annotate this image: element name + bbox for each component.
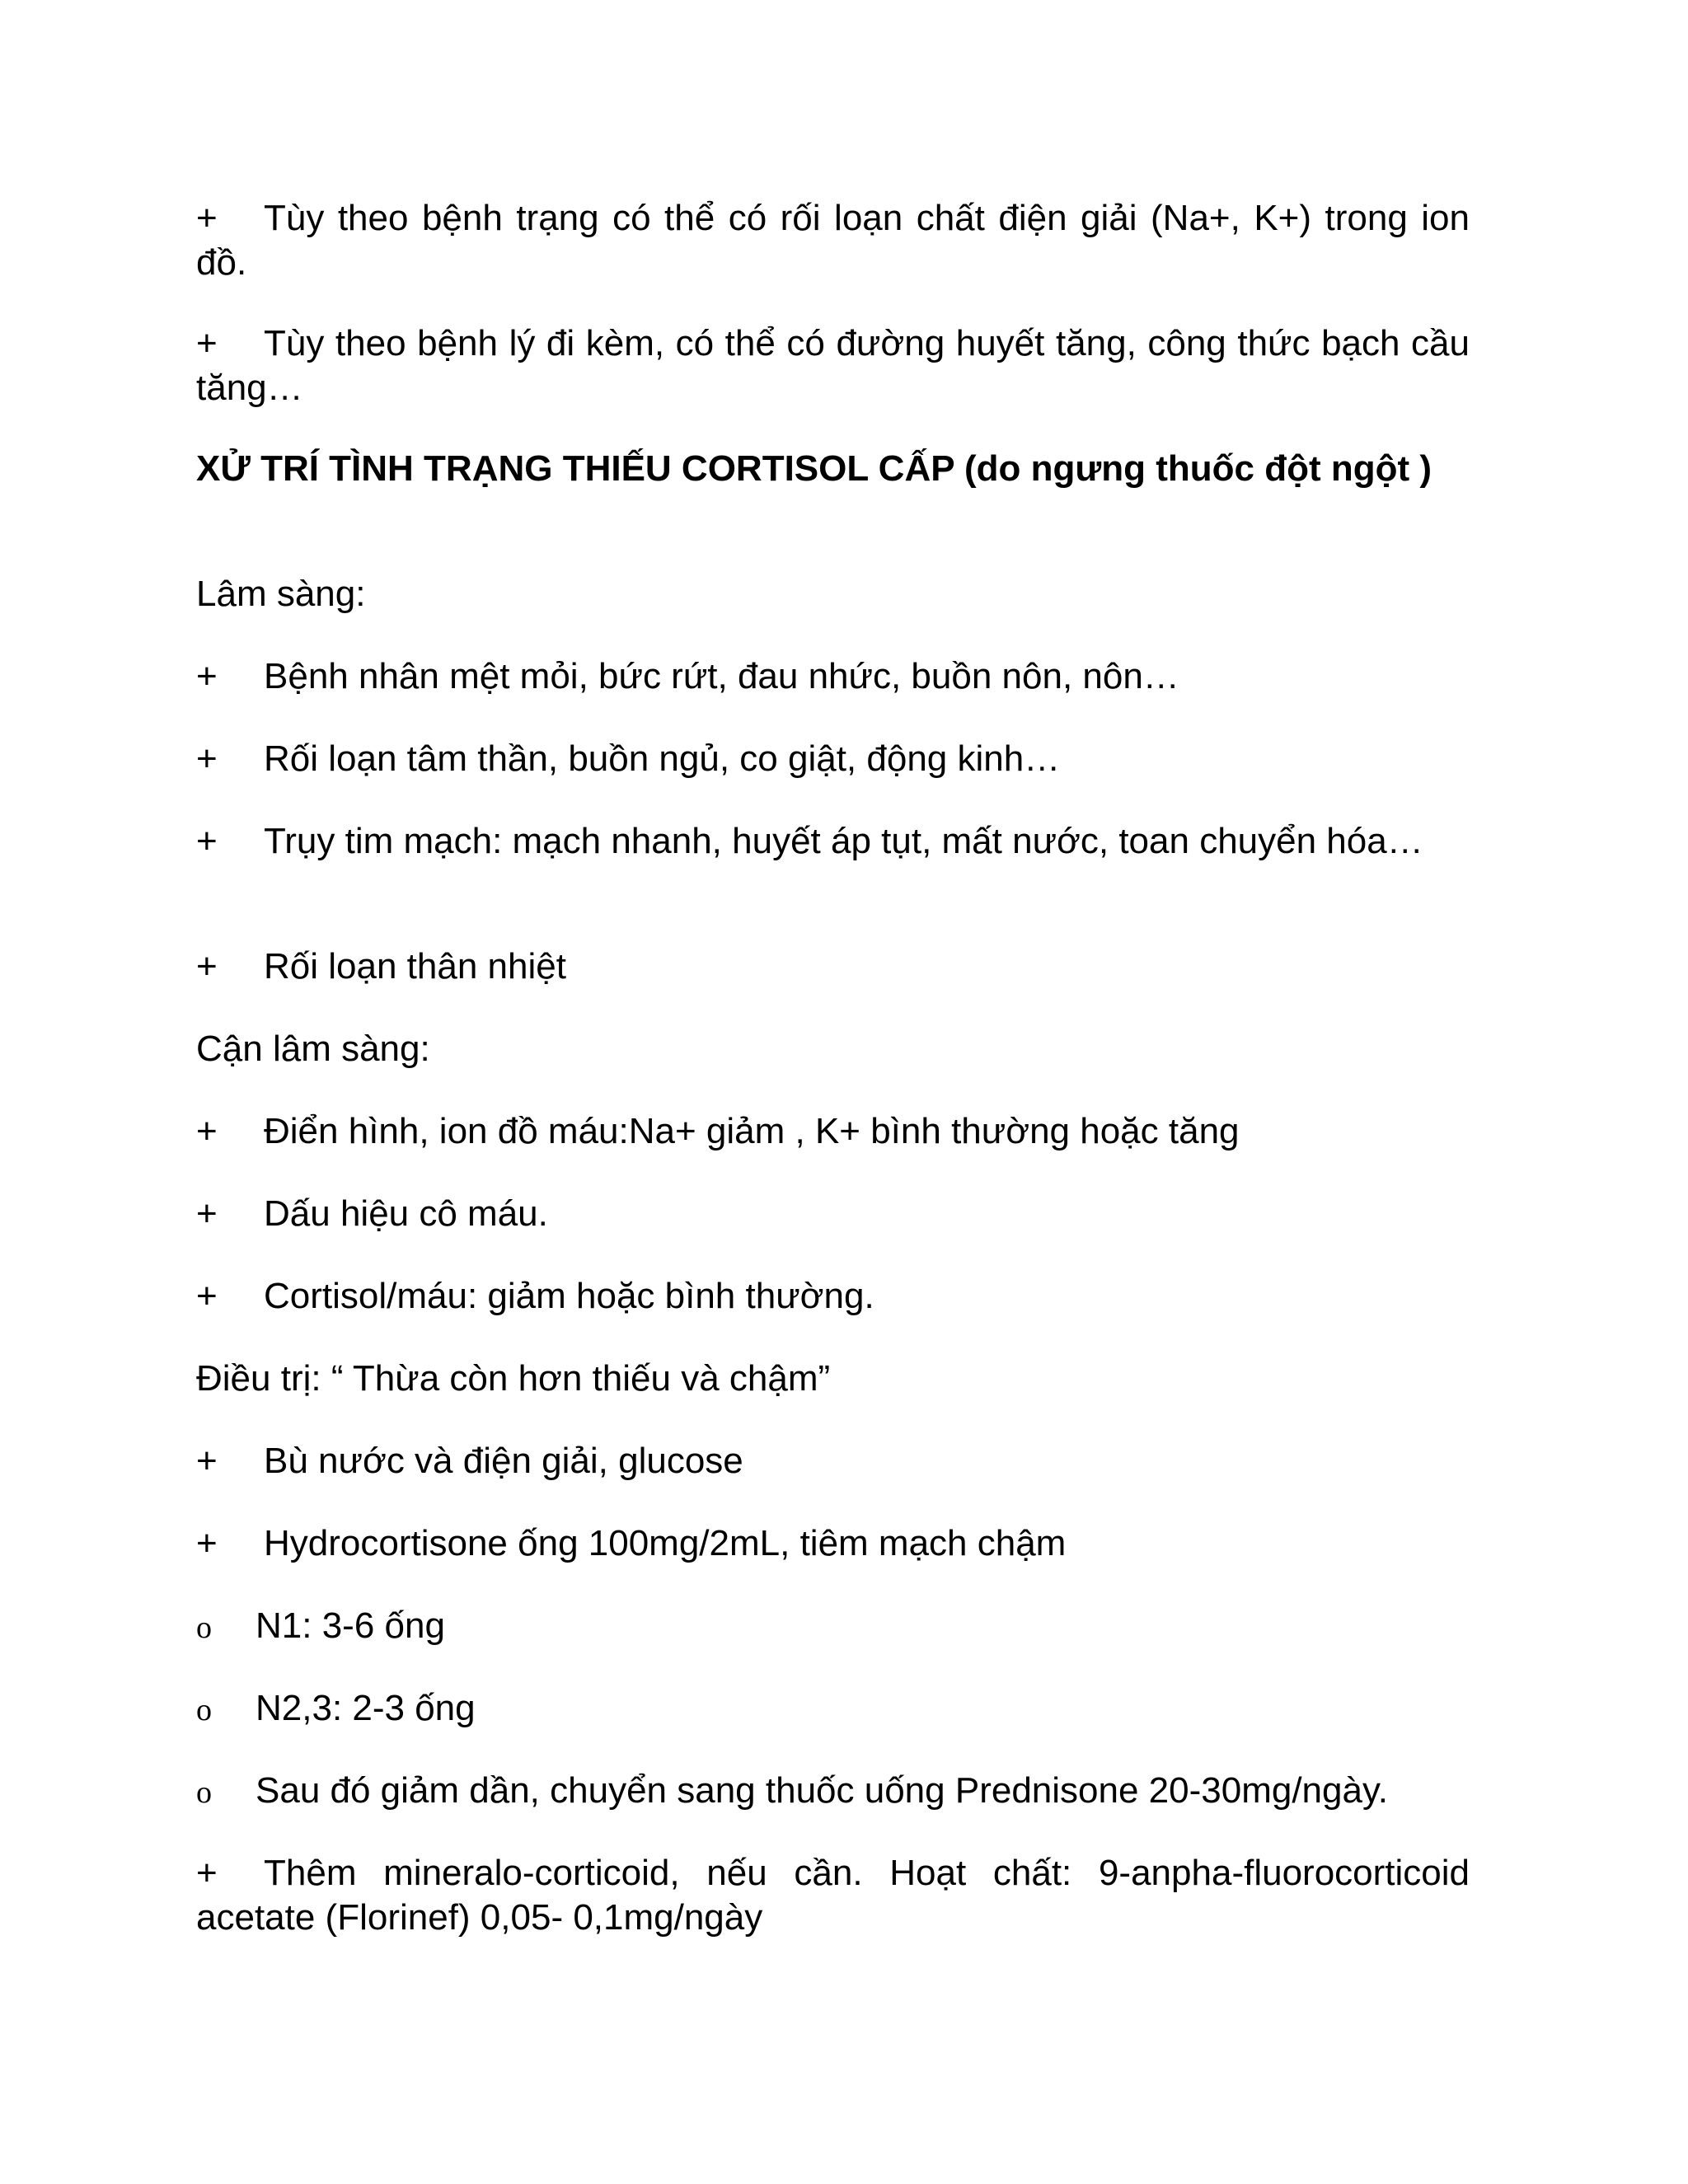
bullet-marker: + bbox=[196, 323, 218, 363]
bullet-item-cardiovascular bbox=[196, 819, 1470, 864]
bullet-item-temperature bbox=[196, 944, 1470, 989]
sub-bullet-marker: o bbox=[196, 1775, 212, 1810]
bullet-marker: + bbox=[196, 198, 218, 238]
bullet-item-electrolytes bbox=[196, 196, 1470, 285]
sub-bullet-marker: o bbox=[196, 1610, 212, 1645]
bullet-text: Rối loạn tâm thần, buồn ngủ, co giật, động kinh… bbox=[264, 738, 1061, 779]
subheading-paraclinical: Cận lâm sàng: bbox=[196, 1029, 430, 1069]
bullet-marker: + bbox=[196, 1523, 218, 1563]
bullet-item-mineralocorticoid bbox=[196, 1851, 1470, 1940]
bullet-text: Cortisol/máu: giảm hoặc bình thường. bbox=[264, 1276, 874, 1316]
bullet-marker: + bbox=[196, 1441, 218, 1481]
bullet-text: Dấu hiệu cô máu. bbox=[264, 1193, 548, 1234]
bullet-text: Tùy theo bệnh trạng có thể có rối loạn chất điện giải (Na+, K+) trong ion đồ. bbox=[196, 198, 1470, 283]
bullet-text: Bệnh nhân mệt mỏi, bức rứt, đau nhức, buồn nôn, nôn… bbox=[264, 656, 1179, 696]
bullet-marker: + bbox=[196, 656, 218, 696]
bullet-text: Tùy theo bệnh lý đi kèm, có thể có đường huyết tăng, công thức bạch cầu tăng… bbox=[196, 323, 1470, 408]
bullet-marker: + bbox=[196, 1111, 218, 1151]
bullet-item-ion-chart bbox=[196, 1109, 1470, 1154]
subheading-clinical: Lâm sàng: bbox=[196, 574, 366, 614]
sub-bullet-marker: o bbox=[196, 1693, 212, 1727]
bullet-item-fatigue bbox=[196, 654, 1470, 699]
section-heading: XỬ TRÍ TÌNH TRẠNG THIẾU CORTISOL CẤP (do ngưng thuốc đột ngột ) bbox=[196, 448, 1432, 489]
bullet-text: Thêm mineralo-corticoid, nếu cần. Hoạt chất: 9-anpha-fluorocorticoid acetate (Florinef) 0,05- 0,1mg/ngày bbox=[196, 1853, 1470, 1938]
subheading-treatment: Điều trị: “ Thừa còn hơn thiếu và chậm” bbox=[196, 1358, 831, 1399]
bullet-text: Rối loạn thân nhiệt bbox=[264, 946, 566, 987]
bullet-item-hemoconcentration bbox=[196, 1192, 1470, 1236]
sub-bullet-day1 bbox=[196, 1604, 1470, 1650]
sub-bullet-text: Sau đó giảm dần, chuyển sang thuốc uống Prednisone 20-30mg/ngày. bbox=[256, 1770, 1388, 1811]
sub-bullet-text: N2,3: 2-3 ống bbox=[256, 1688, 476, 1728]
bullet-marker: + bbox=[196, 738, 218, 779]
bullet-text: Bù nước và điện giải, glucose bbox=[264, 1441, 743, 1481]
sub-bullet-taper bbox=[196, 1769, 1470, 1815]
bullet-item-cortisol bbox=[196, 1274, 1470, 1319]
sub-bullet-text: N1: 3-6 ống bbox=[256, 1605, 445, 1646]
bullet-item-hydrocortisone bbox=[196, 1521, 1470, 1566]
bullet-item-glucose-wbc bbox=[196, 321, 1470, 410]
bullet-text: Trụy tim mạch: mạch nhanh, huyết áp tụt, mất nước, toan chuyển hóa… bbox=[264, 821, 1423, 861]
bullet-text: Hydrocortisone ống 100mg/2mL, tiêm mạch chậm bbox=[264, 1523, 1067, 1563]
bullet-marker: + bbox=[196, 821, 218, 861]
bullet-marker: + bbox=[196, 1276, 218, 1316]
bullet-marker: + bbox=[196, 1193, 218, 1234]
bullet-marker: + bbox=[196, 946, 218, 987]
bullet-item-fluids bbox=[196, 1439, 1470, 1483]
bullet-marker: + bbox=[196, 1853, 218, 1893]
bullet-item-mental bbox=[196, 737, 1470, 781]
bullet-text: Điển hình, ion đồ máu:Na+ giảm , K+ bình thường hoặc tăng bbox=[264, 1111, 1240, 1151]
sub-bullet-day2-3 bbox=[196, 1686, 1470, 1732]
